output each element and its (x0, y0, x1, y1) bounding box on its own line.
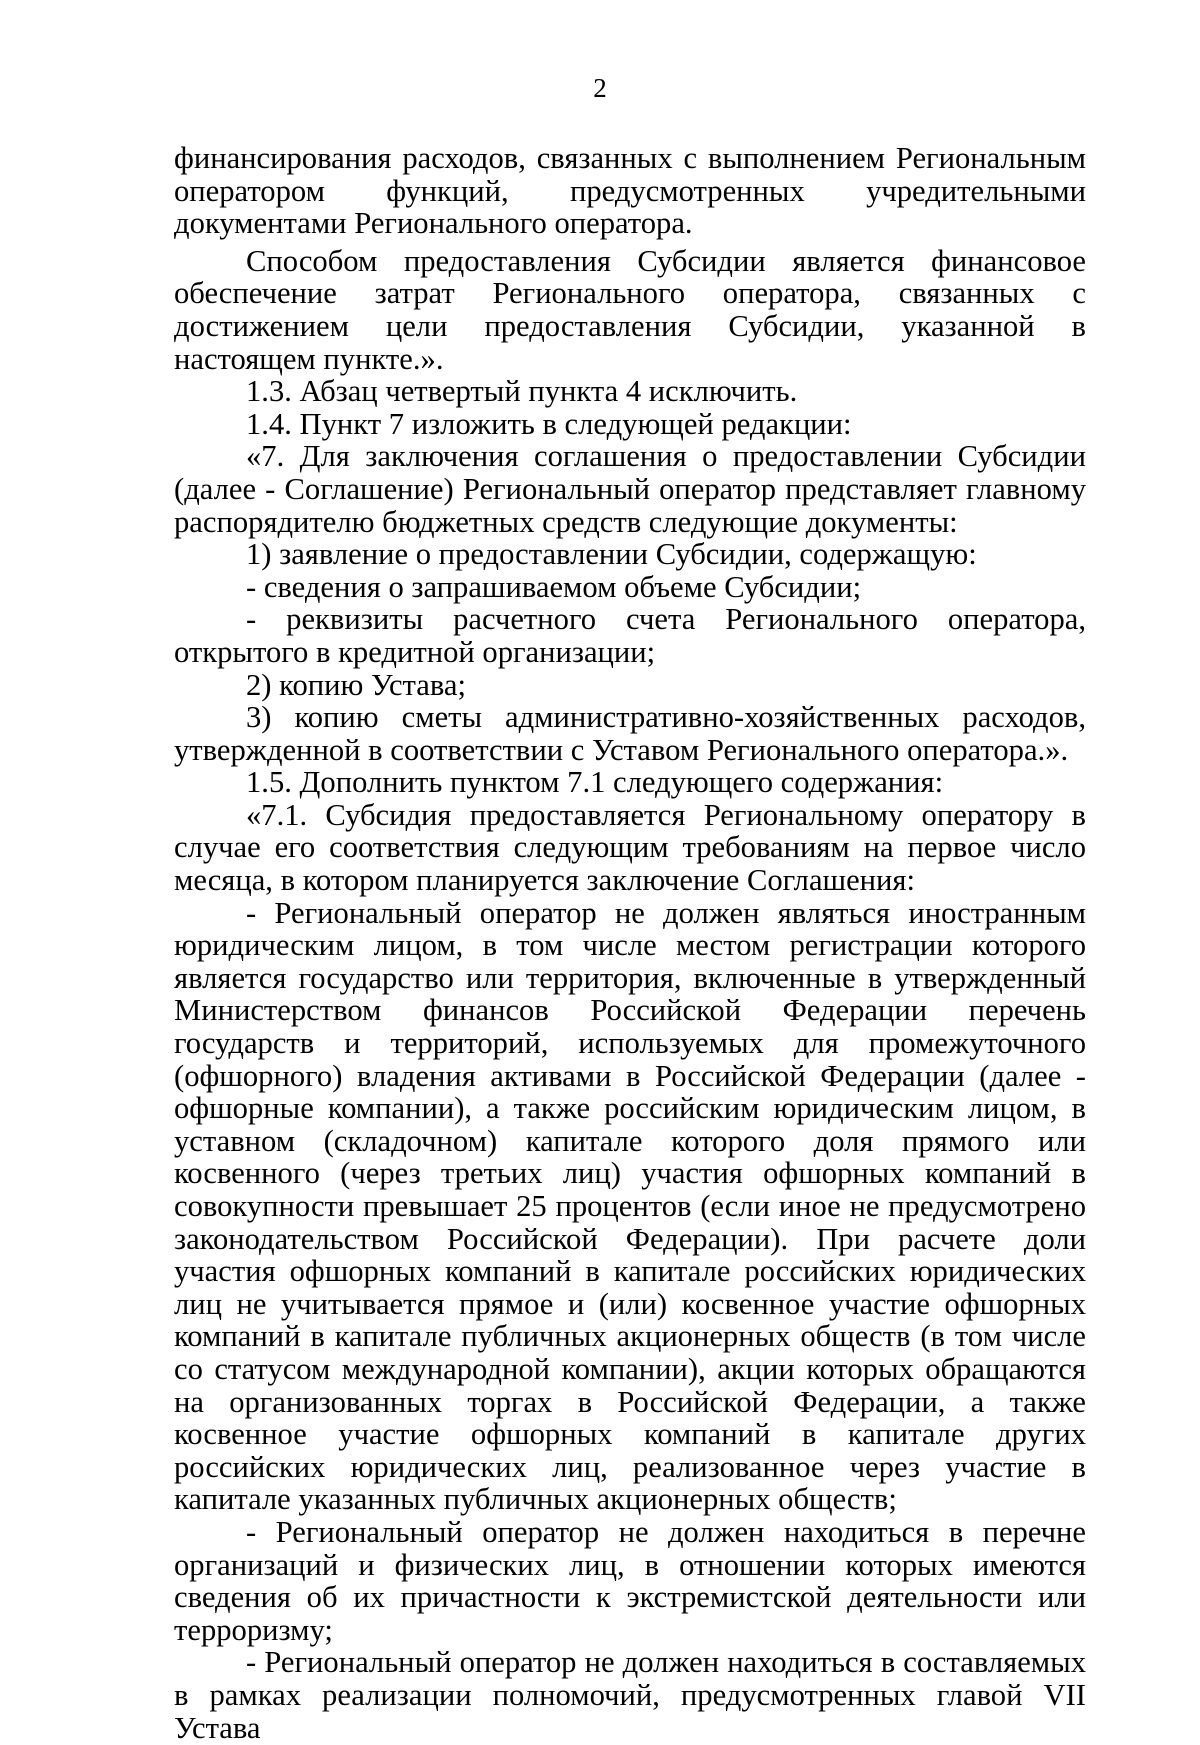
paragraph-2: Способом предоставления Субсидии является финансовое обеспечение затрат Регионального оператора, связанных с достижением цели предоставления Субсидии, указанной в настоящем пункте.». (174, 243, 1086, 376)
page-number: 2 (593, 73, 607, 103)
paragraph-14: - Региональный оператор не должен находиться в перечне организаций и физических лиц, в отношении которых имеются сведения об их причастности к экстремистской деятельности или терроризму; (174, 1514, 1086, 1647)
paragraph-6: 1) заявление о предоставлении Субсидии, содержащую: (246, 537, 977, 572)
paragraph-1: финансирования расходов, связанных с выполнением Региональным оператором функций, предусмотренных учредительными документами Регионального оператора. (174, 141, 1086, 241)
paragraph-5: «7. Для заключения соглашения о предоставлении Субсидии (далее - Соглашение) Региональный оператор представляет главному распорядителю бюджетных средств следующие документы: (174, 439, 1086, 539)
paragraph-13: - Региональный оператор не должен являться иностранным юридическим лицом, в том числе местом регистрации которого является государство или территория, включенные в утвержденный Министерством финансов Российской Федерации перечень государств и территорий, используемых для промежуточного (офшорного) владения активами в Российской Федерации (далее - офшорные компании), а также российским юридическим лицом, в уставном (складочном) капитале которого доля прямого или косвенного (через третьих лиц) участия офшорных компаний в совокупности превышает 25 процентов (если иное не предусмотрено законодательством Российской Федерации). При расчете доли участия офшорных компаний в капитале российских юридических лиц не учитывается прямое и (или) косвенное участие офшорных компаний в капитале публичных акционерных обществ (в том числе со статусом международной компании), акции которых обращаются на организованных торгах в Российской Федерации, а также косвенное участие офшорных компаний в капитале других российских юридических лиц, реализованное через участие в капитале указанных публичных акционерных обществ; (174, 895, 1086, 1517)
paragraph-9: 2) копию Устава; (246, 667, 466, 702)
paragraph-3: 1.3. Абзац четвертый пункта 4 исключить. (246, 374, 798, 409)
paragraph-12: «7.1. Субсидия предоставляется Региональному оператору в случае его соответствия следующим требованиям на первое число месяца, в котором планируется заключение Соглашения: (174, 797, 1086, 898)
paragraph-11: 1.5. Дополнить пунктом 7.1 следующего содержания: (246, 765, 944, 800)
paragraph-7: - сведения о запрашиваемом объеме Субсидии; (246, 569, 862, 604)
document-body (174, 142, 1086, 1744)
paragraph-15: - Региональный оператор не должен находиться в составляемых в рамках реализации полномочий, предусмотренных главой VII Устава (174, 1645, 1086, 1745)
paragraph-10: 3) копию сметы административно-хозяйственных расходов, утвержденной в соответствии с Уставом Регионального оператора.». (174, 700, 1086, 767)
paragraph-8: - реквизиты расчетного счета Регионального оператора, открытого в кредитной организации; (174, 602, 1086, 669)
paragraph-4: 1.4. Пункт 7 изложить в следующей редакции: (246, 406, 852, 441)
